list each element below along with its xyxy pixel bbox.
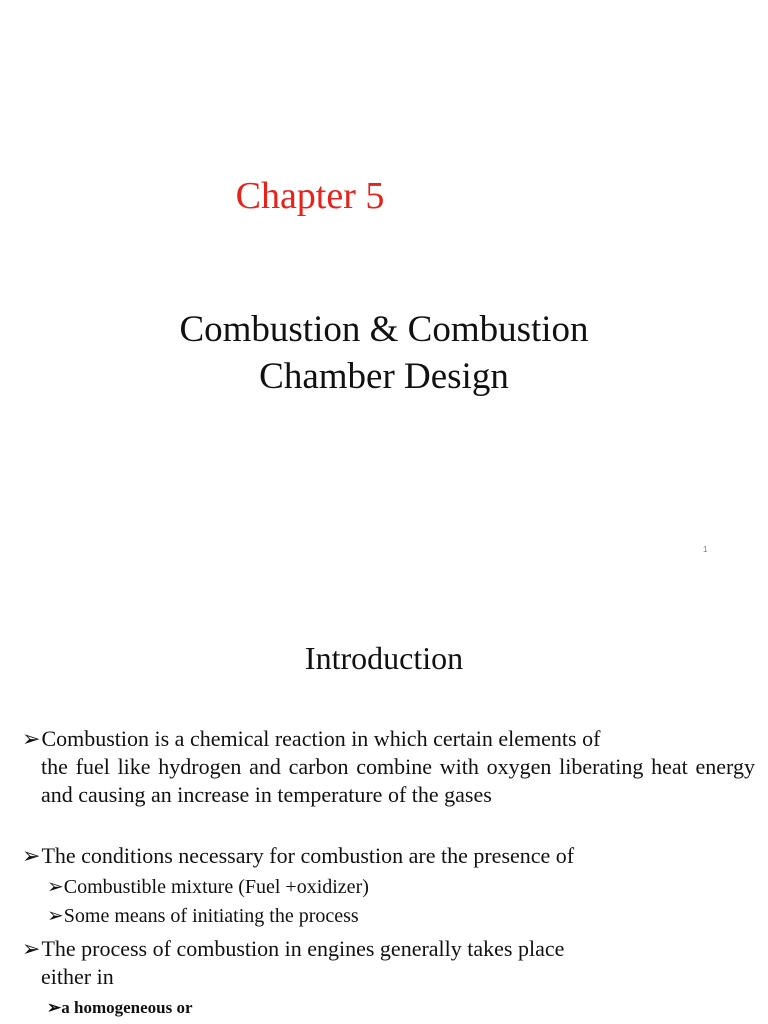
bullet-2-text: The conditions necessary for combustion are the presence of [41, 843, 575, 868]
arrow-bullet-icon: ➢ [47, 876, 64, 898]
chapter-heading: Chapter 5 [235, 175, 385, 217]
arrow-bullet-icon: ➢ [47, 905, 64, 927]
bullet-1-continuation: the fuel like hydrogen and carbon combine with oxygen liberating heat energy and causing an increase in temperature of the gases [41, 754, 755, 807]
bullet-3-first-line: The process of combustion in engines generally takes place [41, 936, 565, 961]
bullet-1 [22, 725, 755, 809]
sub-bullet-1 [47, 875, 369, 899]
arrow-bullet-icon: ➢ [22, 843, 41, 868]
slide-2 [0, 600, 768, 1024]
page-number: 1 [703, 545, 708, 554]
sub-bullet-3 [47, 996, 193, 1020]
bullet-1-first-line: Combustion is a chemical reaction in which certain elements of [41, 726, 601, 751]
sub-bullet-2-text: Some means of initiating the process [63, 905, 359, 927]
bullet-3 [22, 935, 755, 991]
sub-bullet-1-text: Combustible mixture (Fuel +oxidizer) [63, 876, 369, 898]
arrow-bullet-icon: ➢ [22, 936, 41, 961]
title-line-1: Combustion & Combustion [179, 309, 589, 350]
slide-title [0, 306, 768, 400]
sub-bullet-2 [47, 904, 359, 928]
sub-bullet-3-text: a homogeneous or [61, 998, 193, 1017]
bullet-3-continuation: either in [41, 964, 114, 989]
bullet-2 [22, 842, 755, 870]
arrow-bullet-icon: ➢ [22, 726, 41, 751]
title-line-2: Chamber Design [259, 356, 509, 397]
arrow-bullet-icon: ➢ [47, 998, 62, 1017]
intro-heading: Introduction [304, 640, 464, 676]
